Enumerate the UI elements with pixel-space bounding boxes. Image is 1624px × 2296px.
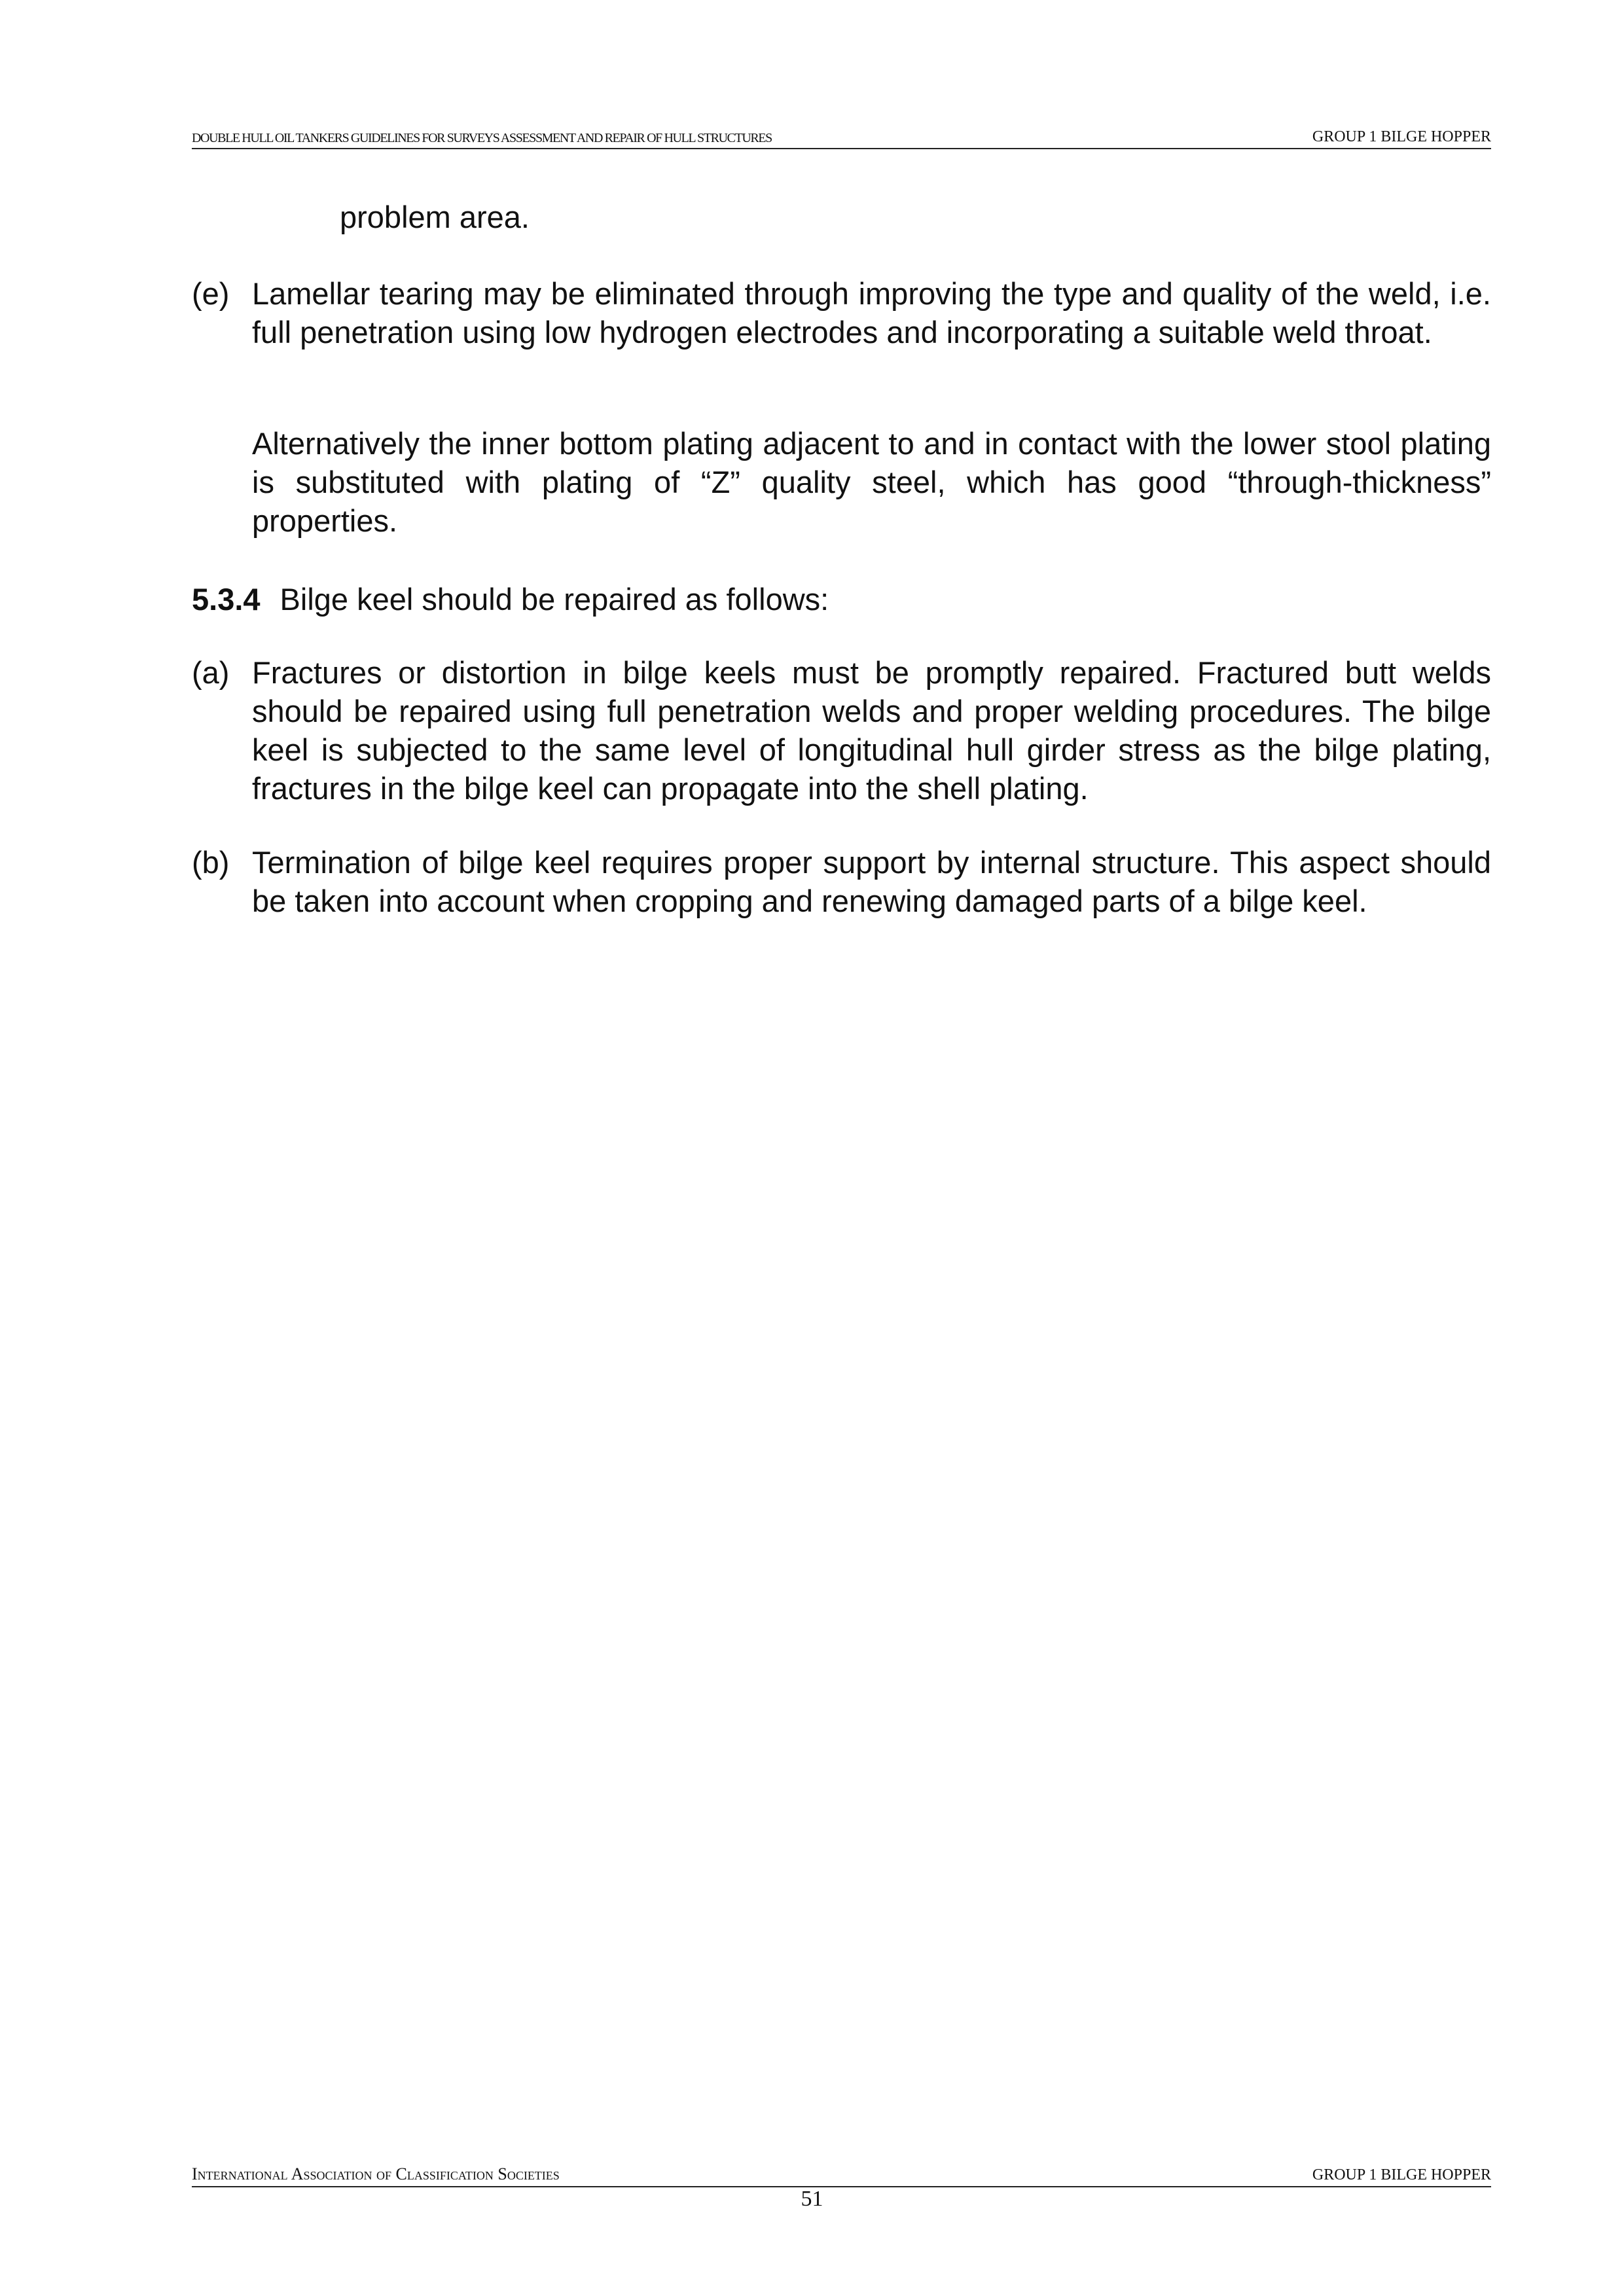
footer-section-title: GROUP 1 BILGE HOPPER bbox=[1312, 2166, 1491, 2183]
running-header bbox=[192, 128, 1491, 149]
continuation-paragraph: problem area. bbox=[340, 200, 530, 234]
section-title: Bilge keel should be repaired as follows: bbox=[280, 582, 829, 617]
section-number: 5.3.4 bbox=[192, 582, 261, 617]
list-marker-b: (b) bbox=[192, 845, 230, 880]
footer-organization: International Association of Classification Societies bbox=[192, 2164, 560, 2183]
list-text-a: Fractures or distortion in bilge keels must be promptly repaired. Fractured butt welds should be repaired using full penetration welds and proper welding procedures. The bilge keel is subjected to the same level of longitudinal hull girder stress as the bilge plating, fractures in the bilge keel can propagate into the shell plating. bbox=[252, 655, 1491, 806]
header-document-title: DOUBLE HULL OIL TANKERS GUIDELINES FOR SURVEYS ASSESSMENT AND REPAIR OF HULL STRUCTURES bbox=[192, 131, 772, 145]
list-marker-e: (e) bbox=[192, 276, 230, 311]
section-heading bbox=[192, 580, 1491, 619]
page-number: 51 bbox=[801, 2187, 823, 2211]
list-text-e-2: Alternatively the inner bottom plating adjacent to and in contact with the lower stool plating is substituted with plating of “Z” quality steel, which has good “through-thickness” properties. bbox=[252, 426, 1491, 538]
list-text-b: Termination of bilge keel requires proper support by internal structure. This aspect should be taken into account when cropping and renewing damaged parts of a bilge keel. bbox=[252, 845, 1491, 918]
list-marker-a: (a) bbox=[192, 655, 230, 690]
header-section-title: GROUP 1 BILGE HOPPER bbox=[1312, 128, 1491, 145]
running-footer bbox=[192, 2164, 1491, 2187]
list-text-e: Lamellar tearing may be eliminated through improving the type and quality of the weld, i.e. full penetration using low hydrogen electrodes and incorporating a suitable weld throat. bbox=[252, 276, 1491, 350]
